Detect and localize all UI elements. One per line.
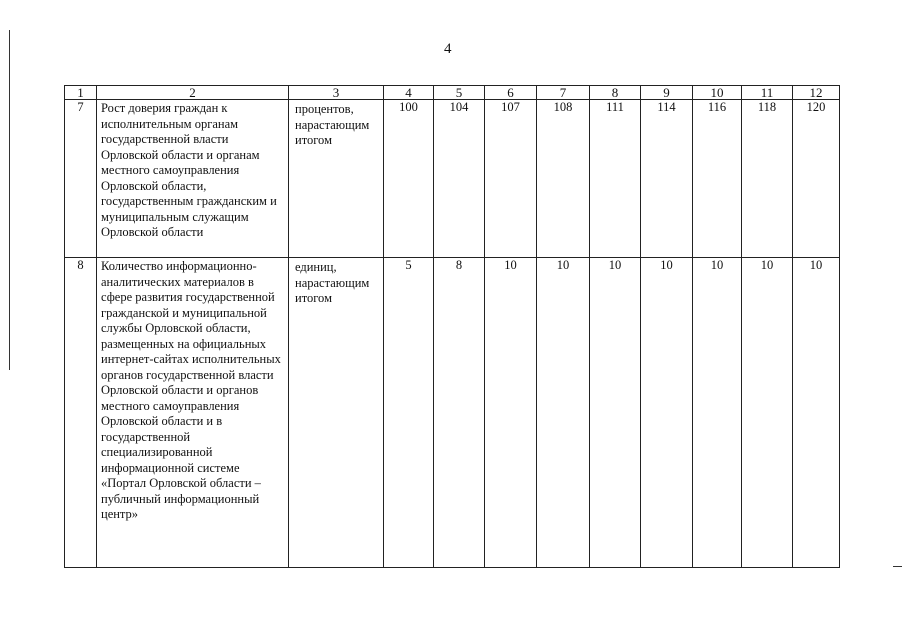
row-number: 8 bbox=[65, 258, 97, 568]
header-cell: 10 bbox=[693, 86, 742, 100]
indicator-description: Количество информационно-аналитических материалов в сфере развития государственной гражданской и муниципальной службы Орловской области, размещенных на официальных интернет-сайтах исполнительных органов государственной власти Орловской области и органов местного самоуправления Орловской области и в государственной специализированной информационной системе «Портал Орловской области – публичный информационный центр» bbox=[97, 258, 289, 568]
header-cell: 2 bbox=[97, 86, 289, 100]
table-row bbox=[65, 258, 840, 568]
value-cell: 116 bbox=[693, 100, 742, 258]
value-cell: 5 bbox=[384, 258, 434, 568]
value-cell: 10 bbox=[693, 258, 742, 568]
header-cell: 1 bbox=[65, 86, 97, 100]
value-cell: 10 bbox=[485, 258, 537, 568]
value-cell: 10 bbox=[537, 258, 590, 568]
scan-margin-line bbox=[9, 30, 10, 370]
value-cell: 118 bbox=[742, 100, 793, 258]
table-header-row bbox=[65, 86, 840, 100]
value-cell: 108 bbox=[537, 100, 590, 258]
header-cell: 12 bbox=[793, 86, 840, 100]
value-cell: 10 bbox=[590, 258, 641, 568]
value-cell: 10 bbox=[793, 258, 840, 568]
row-number: 7 bbox=[65, 100, 97, 258]
header-cell: 8 bbox=[590, 86, 641, 100]
header-cell: 9 bbox=[641, 86, 693, 100]
value-cell: 10 bbox=[641, 258, 693, 568]
header-cell: 4 bbox=[384, 86, 434, 100]
value-cell: 10 bbox=[742, 258, 793, 568]
value-cell: 111 bbox=[590, 100, 641, 258]
header-cell: 5 bbox=[434, 86, 485, 100]
value-cell: 100 bbox=[384, 100, 434, 258]
value-cell: 120 bbox=[793, 100, 840, 258]
indicator-description: Рост доверия граждан к исполнительным органам государственной власти Орловской области и органам местного самоуправления Орловской области, государственным гражданским и муниципальным служащим Орловской области bbox=[97, 100, 289, 258]
scan-margin-dash bbox=[893, 566, 902, 567]
header-cell: 6 bbox=[485, 86, 537, 100]
value-cell: 104 bbox=[434, 100, 485, 258]
value-cell: 8 bbox=[434, 258, 485, 568]
header-cell: 11 bbox=[742, 86, 793, 100]
table-row bbox=[65, 100, 840, 258]
indicators-table bbox=[64, 85, 840, 568]
header-cell: 3 bbox=[289, 86, 384, 100]
unit-of-measure: единиц, нарастающим итогом bbox=[289, 258, 384, 568]
page-number: 4 bbox=[444, 41, 452, 57]
header-cell: 7 bbox=[537, 86, 590, 100]
value-cell: 107 bbox=[485, 100, 537, 258]
value-cell: 114 bbox=[641, 100, 693, 258]
unit-of-measure: процентов, нарастающим итогом bbox=[289, 100, 384, 258]
